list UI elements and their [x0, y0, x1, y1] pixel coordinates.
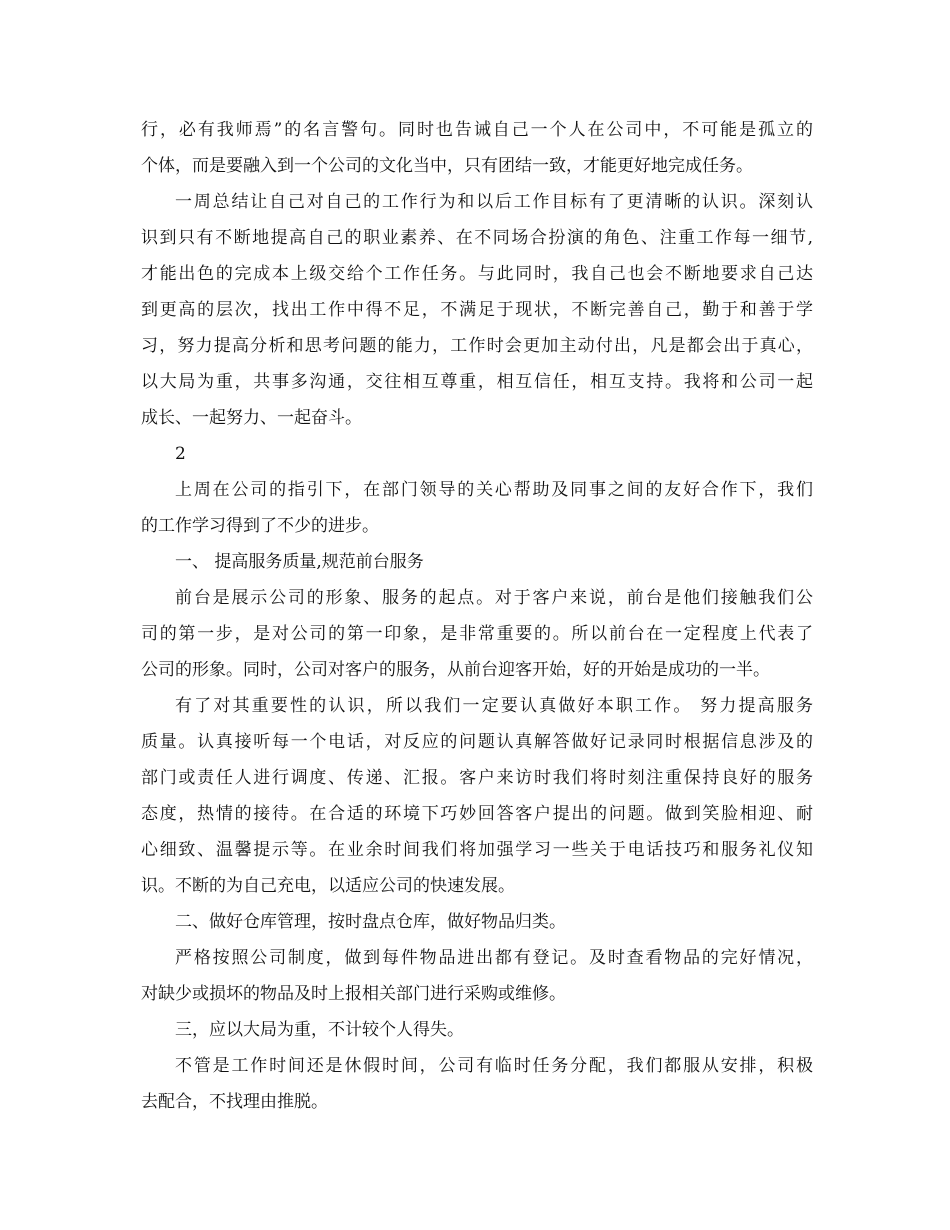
text-line: 行，必有我师焉”的名言警句。同时也告诫自己一个人在公司中，不可能是孤立的: [141, 120, 813, 140]
text-line: 识到只有不断地提高自己的职业素养、在不同场合扮演的角色、注重工作每一细节,: [141, 228, 813, 248]
section-heading: 一、 提高服务质量,规范前台服务: [175, 552, 424, 572]
section-heading: 三，应以大局为重，不计较个人得失。: [175, 1020, 464, 1040]
section-heading: 二、做好仓库管理，按时盘点仓库，做好物品归类。: [175, 912, 566, 932]
document-body: [141, 112, 813, 1120]
text-line: 司的第一步，是对公司的第一印象，是非常重要的。所以前台在一定程度上代表了: [141, 624, 813, 644]
text-line: 才能出色的完成本上级交给个工作任务。与此同时，我自己也会不断地要求自己达: [141, 264, 813, 284]
text-line: 有了对其重要性的认识，所以我们一定要认真做好本职工作。 努力提高服务: [175, 696, 813, 716]
text-line: 成长、一起努力、一起奋斗。: [141, 408, 362, 428]
text-line: 严格按照公司制度，做到每件物品进出都有登记。及时查看物品的完好情况，: [175, 948, 813, 968]
section-number: 2: [175, 444, 186, 464]
text-line: 以大局为重，共事多沟通，交往相互尊重，相互信任，相互支持。我将和公司一起: [141, 372, 813, 392]
text-line: 对缺少或损坏的物品及时上报相关部门进行采购或维修。: [141, 984, 566, 1004]
text-line: 不管是工作时间还是休假时间，公司有临时任务分配，我们都服从安排，积极: [175, 1056, 813, 1076]
text-line: 去配合，不找理由推脱。: [141, 1092, 328, 1112]
text-line: 到更高的层次，找出工作中得不足，不满足于现状，不断完善自己，勤于和善于学: [141, 300, 813, 320]
text-line: 心细致、温馨提示等。在业余时间我们将加强学习一些关于电话技巧和服务礼仪知: [141, 840, 813, 860]
text-line: 上周在公司的指引下，在部门领导的关心帮助及同事之间的友好合作下，我们: [175, 480, 813, 500]
text-line: 个体，而是要融入到一个公司的文化当中，只有团结一致，才能更好地完成任务。: [141, 156, 753, 176]
text-line: 公司的形象。同时，公司对客户的服务，从前台迎客开始，好的开始是成功的一半。: [141, 660, 770, 680]
text-line: 的工作学习得到了不少的进步。: [141, 516, 379, 536]
text-line: 识。不断的为自己充电，以适应公司的快速发展。: [141, 876, 515, 896]
text-line: 习，努力提高分析和思考问题的能力，工作时会更加主动付出，凡是都会出于真心，: [141, 336, 813, 356]
text-line: 质量。认真接听每一个电话，对反应的问题认真解答做好记录同时根据信息涉及的: [141, 732, 813, 752]
text-line: 一周总结让自己对自己的工作行为和以后工作目标有了更清晰的认识。深刻认: [175, 192, 813, 212]
text-line: 前台是展示公司的形象、服务的起点。对于客户来说，前台是他们接触我们公: [175, 588, 813, 608]
text-line: 部门或责任人进行调度、传递、汇报。客户来访时我们将时刻注重保持良好的服务: [141, 768, 813, 788]
text-line: 态度，热情的接待。在合适的环境下巧妙回答客户提出的问题。做到笑脸相迎、耐: [141, 804, 813, 824]
